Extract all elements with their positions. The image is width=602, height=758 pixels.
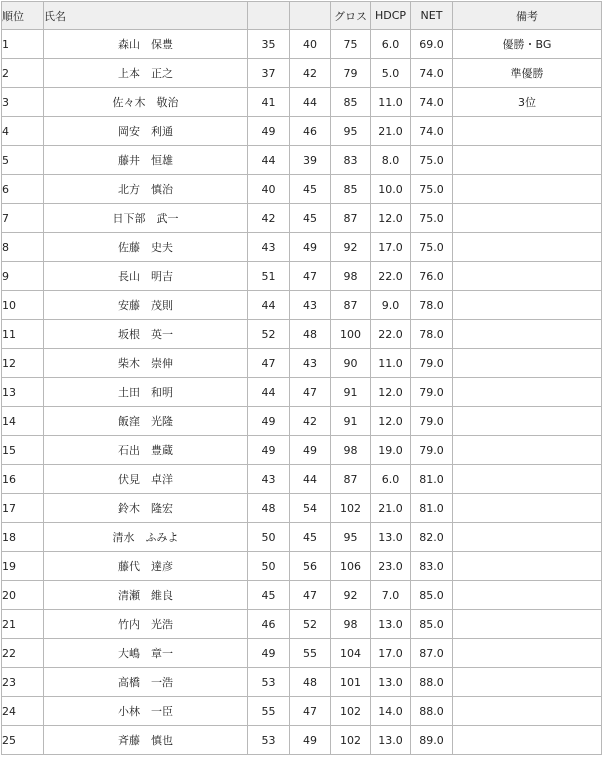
cell-hdcp: 8.0 bbox=[371, 146, 411, 175]
cell-gross: 98 bbox=[331, 262, 371, 291]
cell-hdcp: 13.0 bbox=[371, 726, 411, 755]
cell-gross: 102 bbox=[331, 726, 371, 755]
cell-note bbox=[453, 668, 602, 697]
cell-in: 45 bbox=[290, 523, 331, 552]
table-row bbox=[2, 204, 602, 233]
cell-net: 76.0 bbox=[411, 262, 453, 291]
cell-out: 45 bbox=[248, 581, 290, 610]
cell-note bbox=[453, 146, 602, 175]
cell-in: 43 bbox=[290, 349, 331, 378]
cell-name: 鈴木 隆宏 bbox=[44, 494, 248, 523]
cell-hdcp: 10.0 bbox=[371, 175, 411, 204]
cell-out: 44 bbox=[248, 291, 290, 320]
cell-net: 78.0 bbox=[411, 320, 453, 349]
cell-hdcp: 17.0 bbox=[371, 233, 411, 262]
cell-rank: 4 bbox=[2, 117, 44, 146]
table-row bbox=[2, 552, 602, 581]
cell-name: 岡安 利通 bbox=[44, 117, 248, 146]
cell-hdcp: 6.0 bbox=[371, 30, 411, 59]
cell-in: 52 bbox=[290, 610, 331, 639]
header-hdcp: HDCP bbox=[371, 2, 411, 30]
cell-net: 81.0 bbox=[411, 494, 453, 523]
cell-out: 44 bbox=[248, 378, 290, 407]
cell-rank: 9 bbox=[2, 262, 44, 291]
cell-note bbox=[453, 581, 602, 610]
table-row bbox=[2, 523, 602, 552]
cell-note: 準優勝 bbox=[453, 59, 602, 88]
table-row bbox=[2, 581, 602, 610]
cell-out: 47 bbox=[248, 349, 290, 378]
cell-note bbox=[453, 726, 602, 755]
cell-net: 75.0 bbox=[411, 175, 453, 204]
table-row bbox=[2, 59, 602, 88]
table-header bbox=[2, 2, 602, 30]
header-in bbox=[290, 2, 331, 30]
cell-in: 49 bbox=[290, 726, 331, 755]
cell-hdcp: 22.0 bbox=[371, 320, 411, 349]
cell-note bbox=[453, 117, 602, 146]
cell-in: 42 bbox=[290, 407, 331, 436]
cell-net: 75.0 bbox=[411, 233, 453, 262]
cell-name: 柴木 崇伸 bbox=[44, 349, 248, 378]
cell-out: 49 bbox=[248, 117, 290, 146]
cell-rank: 24 bbox=[2, 697, 44, 726]
header-row bbox=[2, 2, 602, 30]
cell-note bbox=[453, 175, 602, 204]
table-row bbox=[2, 320, 602, 349]
cell-note: 3位 bbox=[453, 88, 602, 117]
table-row bbox=[2, 378, 602, 407]
cell-hdcp: 17.0 bbox=[371, 639, 411, 668]
cell-rank: 6 bbox=[2, 175, 44, 204]
cell-name: 石出 豊蔵 bbox=[44, 436, 248, 465]
cell-name: 斉藤 慎也 bbox=[44, 726, 248, 755]
cell-out: 52 bbox=[248, 320, 290, 349]
cell-net: 74.0 bbox=[411, 117, 453, 146]
table-row bbox=[2, 639, 602, 668]
cell-note bbox=[453, 407, 602, 436]
cell-gross: 85 bbox=[331, 175, 371, 204]
cell-net: 75.0 bbox=[411, 146, 453, 175]
cell-in: 45 bbox=[290, 175, 331, 204]
cell-in: 39 bbox=[290, 146, 331, 175]
cell-hdcp: 19.0 bbox=[371, 436, 411, 465]
cell-net: 81.0 bbox=[411, 465, 453, 494]
cell-net: 79.0 bbox=[411, 349, 453, 378]
cell-note bbox=[453, 610, 602, 639]
cell-hdcp: 11.0 bbox=[371, 349, 411, 378]
cell-note bbox=[453, 494, 602, 523]
cell-in: 49 bbox=[290, 436, 331, 465]
cell-net: 75.0 bbox=[411, 204, 453, 233]
cell-hdcp: 12.0 bbox=[371, 378, 411, 407]
cell-rank: 18 bbox=[2, 523, 44, 552]
cell-note bbox=[453, 523, 602, 552]
cell-rank: 13 bbox=[2, 378, 44, 407]
cell-out: 53 bbox=[248, 726, 290, 755]
cell-rank: 21 bbox=[2, 610, 44, 639]
cell-in: 48 bbox=[290, 668, 331, 697]
cell-name: 大嶋 章一 bbox=[44, 639, 248, 668]
table-row bbox=[2, 407, 602, 436]
cell-out: 50 bbox=[248, 523, 290, 552]
cell-hdcp: 13.0 bbox=[371, 523, 411, 552]
cell-name: 清瀬 維良 bbox=[44, 581, 248, 610]
cell-name: 伏見 卓洋 bbox=[44, 465, 248, 494]
cell-rank: 20 bbox=[2, 581, 44, 610]
cell-gross: 87 bbox=[331, 291, 371, 320]
cell-out: 53 bbox=[248, 668, 290, 697]
cell-net: 88.0 bbox=[411, 668, 453, 697]
cell-out: 43 bbox=[248, 465, 290, 494]
cell-rank: 7 bbox=[2, 204, 44, 233]
cell-rank: 5 bbox=[2, 146, 44, 175]
cell-note bbox=[453, 349, 602, 378]
cell-gross: 98 bbox=[331, 610, 371, 639]
cell-gross: 92 bbox=[331, 581, 371, 610]
cell-net: 88.0 bbox=[411, 697, 453, 726]
table-row bbox=[2, 117, 602, 146]
cell-gross: 101 bbox=[331, 668, 371, 697]
cell-note bbox=[453, 465, 602, 494]
cell-in: 43 bbox=[290, 291, 331, 320]
cell-out: 42 bbox=[248, 204, 290, 233]
table-row bbox=[2, 726, 602, 755]
cell-gross: 91 bbox=[331, 407, 371, 436]
cell-hdcp: 21.0 bbox=[371, 117, 411, 146]
cell-name: 佐藤 史夫 bbox=[44, 233, 248, 262]
cell-name: 北方 慎治 bbox=[44, 175, 248, 204]
cell-name: 安藤 茂則 bbox=[44, 291, 248, 320]
cell-in: 47 bbox=[290, 378, 331, 407]
cell-gross: 91 bbox=[331, 378, 371, 407]
cell-hdcp: 6.0 bbox=[371, 465, 411, 494]
cell-net: 83.0 bbox=[411, 552, 453, 581]
header-out bbox=[248, 2, 290, 30]
table-row bbox=[2, 146, 602, 175]
cell-out: 40 bbox=[248, 175, 290, 204]
cell-in: 40 bbox=[290, 30, 331, 59]
cell-net: 85.0 bbox=[411, 581, 453, 610]
cell-out: 51 bbox=[248, 262, 290, 291]
cell-in: 42 bbox=[290, 59, 331, 88]
cell-gross: 92 bbox=[331, 233, 371, 262]
table-row bbox=[2, 262, 602, 291]
cell-hdcp: 5.0 bbox=[371, 59, 411, 88]
cell-gross: 95 bbox=[331, 523, 371, 552]
header-note: 備考 bbox=[453, 2, 602, 30]
cell-rank: 14 bbox=[2, 407, 44, 436]
cell-net: 79.0 bbox=[411, 407, 453, 436]
cell-out: 43 bbox=[248, 233, 290, 262]
cell-out: 50 bbox=[248, 552, 290, 581]
cell-note bbox=[453, 233, 602, 262]
cell-hdcp: 12.0 bbox=[371, 407, 411, 436]
table-row bbox=[2, 697, 602, 726]
cell-gross: 106 bbox=[331, 552, 371, 581]
cell-hdcp: 22.0 bbox=[371, 262, 411, 291]
cell-rank: 19 bbox=[2, 552, 44, 581]
header-net: NET bbox=[411, 2, 453, 30]
table-row bbox=[2, 610, 602, 639]
cell-net: 87.0 bbox=[411, 639, 453, 668]
header-name: 氏名 bbox=[44, 2, 248, 30]
cell-net: 74.0 bbox=[411, 59, 453, 88]
cell-net: 74.0 bbox=[411, 88, 453, 117]
cell-in: 55 bbox=[290, 639, 331, 668]
cell-rank: 3 bbox=[2, 88, 44, 117]
cell-rank: 2 bbox=[2, 59, 44, 88]
cell-net: 79.0 bbox=[411, 378, 453, 407]
cell-rank: 11 bbox=[2, 320, 44, 349]
cell-note bbox=[453, 320, 602, 349]
cell-in: 46 bbox=[290, 117, 331, 146]
header-rank: 順位 bbox=[2, 2, 44, 30]
cell-rank: 16 bbox=[2, 465, 44, 494]
cell-hdcp: 12.0 bbox=[371, 204, 411, 233]
cell-gross: 102 bbox=[331, 494, 371, 523]
cell-in: 48 bbox=[290, 320, 331, 349]
cell-name: 藤井 恒雄 bbox=[44, 146, 248, 175]
table-row bbox=[2, 668, 602, 697]
cell-gross: 98 bbox=[331, 436, 371, 465]
cell-out: 37 bbox=[248, 59, 290, 88]
table-body bbox=[2, 30, 602, 755]
cell-name: 土田 和明 bbox=[44, 378, 248, 407]
cell-rank: 1 bbox=[2, 30, 44, 59]
cell-net: 89.0 bbox=[411, 726, 453, 755]
cell-in: 49 bbox=[290, 233, 331, 262]
table-row bbox=[2, 465, 602, 494]
cell-out: 49 bbox=[248, 407, 290, 436]
cell-name: 坂根 英一 bbox=[44, 320, 248, 349]
cell-out: 49 bbox=[248, 639, 290, 668]
cell-hdcp: 11.0 bbox=[371, 88, 411, 117]
table-row bbox=[2, 349, 602, 378]
cell-gross: 75 bbox=[331, 30, 371, 59]
cell-note bbox=[453, 639, 602, 668]
cell-hdcp: 9.0 bbox=[371, 291, 411, 320]
table-row bbox=[2, 494, 602, 523]
cell-out: 48 bbox=[248, 494, 290, 523]
cell-gross: 85 bbox=[331, 88, 371, 117]
cell-rank: 23 bbox=[2, 668, 44, 697]
table-row bbox=[2, 233, 602, 262]
cell-name: 長山 明吉 bbox=[44, 262, 248, 291]
cell-hdcp: 13.0 bbox=[371, 610, 411, 639]
cell-gross: 79 bbox=[331, 59, 371, 88]
cell-hdcp: 14.0 bbox=[371, 697, 411, 726]
results-table bbox=[1, 1, 602, 755]
table-row bbox=[2, 436, 602, 465]
cell-in: 47 bbox=[290, 262, 331, 291]
cell-note bbox=[453, 378, 602, 407]
cell-net: 85.0 bbox=[411, 610, 453, 639]
cell-note bbox=[453, 291, 602, 320]
cell-gross: 87 bbox=[331, 465, 371, 494]
cell-out: 55 bbox=[248, 697, 290, 726]
table-row bbox=[2, 175, 602, 204]
cell-name: 森山 保豊 bbox=[44, 30, 248, 59]
cell-rank: 10 bbox=[2, 291, 44, 320]
cell-note: 優勝・BG bbox=[453, 30, 602, 59]
cell-rank: 25 bbox=[2, 726, 44, 755]
cell-note bbox=[453, 204, 602, 233]
cell-rank: 12 bbox=[2, 349, 44, 378]
cell-in: 47 bbox=[290, 697, 331, 726]
cell-out: 44 bbox=[248, 146, 290, 175]
cell-note bbox=[453, 436, 602, 465]
cell-rank: 15 bbox=[2, 436, 44, 465]
cell-net: 69.0 bbox=[411, 30, 453, 59]
cell-in: 56 bbox=[290, 552, 331, 581]
cell-hdcp: 21.0 bbox=[371, 494, 411, 523]
cell-name: 小林 一臣 bbox=[44, 697, 248, 726]
cell-rank: 8 bbox=[2, 233, 44, 262]
cell-gross: 104 bbox=[331, 639, 371, 668]
cell-in: 44 bbox=[290, 88, 331, 117]
cell-name: 藤代 達彦 bbox=[44, 552, 248, 581]
header-gross: グロス bbox=[331, 2, 371, 30]
cell-hdcp: 13.0 bbox=[371, 668, 411, 697]
cell-net: 82.0 bbox=[411, 523, 453, 552]
cell-net: 78.0 bbox=[411, 291, 453, 320]
cell-gross: 87 bbox=[331, 204, 371, 233]
cell-hdcp: 23.0 bbox=[371, 552, 411, 581]
cell-note bbox=[453, 552, 602, 581]
cell-name: 飯窪 光隆 bbox=[44, 407, 248, 436]
cell-rank: 17 bbox=[2, 494, 44, 523]
cell-out: 35 bbox=[248, 30, 290, 59]
cell-gross: 90 bbox=[331, 349, 371, 378]
table-row bbox=[2, 88, 602, 117]
cell-rank: 22 bbox=[2, 639, 44, 668]
cell-in: 47 bbox=[290, 581, 331, 610]
cell-out: 41 bbox=[248, 88, 290, 117]
cell-out: 49 bbox=[248, 436, 290, 465]
cell-name: 日下部 武一 bbox=[44, 204, 248, 233]
cell-name: 高橋 一浩 bbox=[44, 668, 248, 697]
cell-in: 45 bbox=[290, 204, 331, 233]
cell-name: 清水 ふみよ bbox=[44, 523, 248, 552]
cell-out: 46 bbox=[248, 610, 290, 639]
table-row bbox=[2, 30, 602, 59]
cell-note bbox=[453, 697, 602, 726]
cell-gross: 83 bbox=[331, 146, 371, 175]
cell-gross: 102 bbox=[331, 697, 371, 726]
cell-in: 44 bbox=[290, 465, 331, 494]
cell-net: 79.0 bbox=[411, 436, 453, 465]
cell-hdcp: 7.0 bbox=[371, 581, 411, 610]
cell-name: 竹内 光浩 bbox=[44, 610, 248, 639]
cell-gross: 100 bbox=[331, 320, 371, 349]
cell-gross: 95 bbox=[331, 117, 371, 146]
cell-in: 54 bbox=[290, 494, 331, 523]
table-row bbox=[2, 291, 602, 320]
cell-name: 佐々木 敬治 bbox=[44, 88, 248, 117]
cell-name: 上本 正之 bbox=[44, 59, 248, 88]
cell-note bbox=[453, 262, 602, 291]
